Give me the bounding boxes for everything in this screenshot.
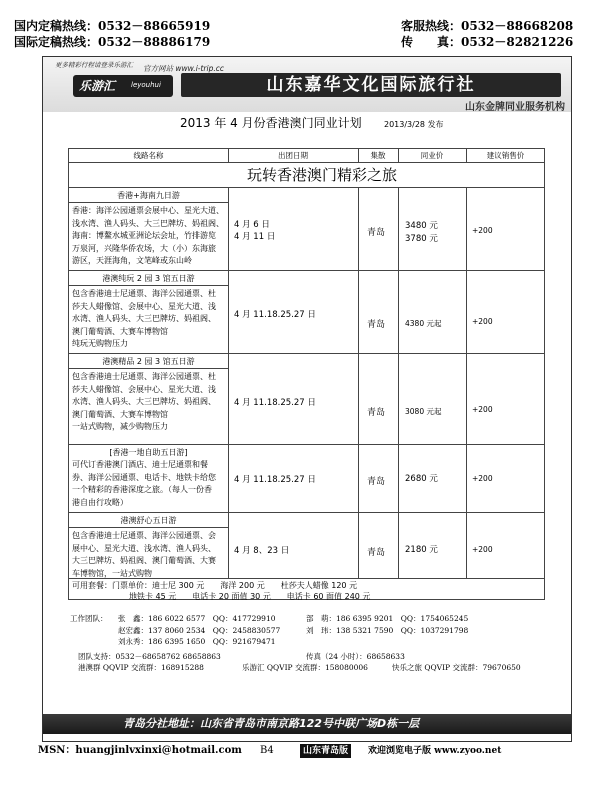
route-desc-line: 纯玩无购物压力 [72, 339, 128, 348]
qq-group: 快乐之旅 QQVIP 交流群：79670650 [392, 663, 521, 672]
divider [69, 444, 544, 445]
route-desc-line: 包含香港迪士尼通票、海洋公园通票、杜 [72, 372, 216, 381]
divider [69, 578, 544, 579]
banner-site[interactable]: 官方网站 www.i-trip.cc [143, 64, 224, 73]
route-desc-line: 一站式购物，减少购物压力 [72, 422, 168, 431]
departure-date: 4 月 11.18.25.27 日 [234, 310, 316, 320]
city: 青岛 [367, 320, 386, 330]
optional-packages: 可用套餐：门票单价：迪士尼 300 元 海洋 200 元 杜莎夫人蜡像 120 元 [72, 581, 358, 590]
route-desc-line: 可代订香港澳门酒店、迪士尼通票和餐 [72, 460, 208, 469]
advice-price: +200 [472, 317, 493, 326]
header-date: 出团日期 [278, 151, 308, 160]
international-hotline: 国际定稿热线：0532－88886179 [14, 35, 211, 49]
itinerary-table [68, 148, 545, 600]
departure-date: 4 月 11.18.25.27 日 [234, 475, 316, 485]
departure-date: 4 月 6 日 [234, 220, 270, 230]
route-desc-line: 海南：博鳌水城亚洲论坛会址，竹排游览 [72, 231, 216, 240]
price: 3480 元 [405, 221, 438, 231]
plan-title: 2013 年 4 月份香港澳门同业计划 [180, 116, 362, 130]
departure-date: 4 月 11 日 [234, 232, 276, 242]
msn-contact: MSN：huangjinlvxinxi@hotmail.com [38, 745, 242, 756]
route-desc-line: 一个精彩的香港深度之旅。（每人一份香 [72, 485, 212, 494]
divider [69, 353, 544, 354]
price: 3780 元 [405, 234, 438, 244]
price: 4380 元起 [405, 319, 442, 328]
contacts [70, 613, 540, 674]
route-desc-line: 香港：海洋公园通票会展中心、星光大道、 [72, 206, 224, 215]
edition-badge: 山东青岛版 [300, 744, 351, 758]
contact-person: 张 鑫：186 6022 6577 QQ：417729910 [118, 614, 276, 623]
route-desc-line: 大三巴牌坊、妈祖阁、澳门葡萄酒、大赛 [72, 556, 216, 565]
route-name: [香港一地自助五日游] [109, 448, 188, 457]
divider [69, 187, 544, 188]
route-desc-line: 澳门葡萄酒、大赛车博物馆 [72, 326, 168, 336]
route-desc-line: 澳门葡萄酒、大赛车博物馆 [72, 409, 168, 419]
route-desc-line: 车博物馆，一站式购物 [72, 568, 152, 578]
optional-packages-2: 地铁卡 45 元 电话卡 20 面值 30 元 电话卡 60 面值 240 元 [129, 592, 371, 601]
page-number: B4 [260, 745, 274, 756]
team-support: 团队支持：0532－68658762 68658863 [78, 651, 221, 661]
fax-number: 传 真：0532－82821226 [401, 35, 574, 49]
domestic-hotline: 国内定稿热线：0532－88665919 [14, 19, 211, 33]
hotlines [14, 18, 581, 50]
divider [228, 187, 229, 578]
route-name: 港澳舒心五日游 [120, 516, 177, 525]
divider [466, 149, 467, 162]
advice-price: +200 [472, 545, 493, 554]
plan-date: 2013/3/28 发布 [384, 120, 444, 129]
route-desc-line: 浅水湾、渔人码头、大三巴牌坊、妈祖阁、 [72, 218, 224, 228]
advice-price: +200 [472, 226, 493, 235]
route-desc-line: 游区，天涯海角，文笔峰或东山岭 [72, 256, 192, 265]
divider [69, 285, 228, 286]
header-price: 同业价 [420, 151, 444, 160]
city: 青岛 [367, 408, 386, 418]
route-name: 香港+海南九日游 [117, 191, 180, 200]
route-desc-line: 莎夫人蜡像馆、会展中心、星光大道、浅 [72, 384, 216, 394]
company-name: 山东嘉华文化国际旅行社 [181, 73, 561, 97]
contact-person: 刘永秀：186 6395 1650 QQ：921679471 [118, 637, 276, 646]
divider [69, 512, 544, 513]
branch-address: 青岛分社地址：山东省青岛市南京路122号中联广场D栋一层 [43, 714, 571, 734]
qq-group: 港澳群 QQVIP 交流群：168915288 [78, 663, 204, 672]
route-desc-line: 包含香港迪士尼通票、海洋公园通票、杜 [72, 289, 216, 298]
advice-price: +200 [472, 474, 493, 483]
logo-cn-text: 乐游汇 [79, 79, 116, 93]
leyouhui-logo [73, 75, 173, 97]
route-desc-line: 展中心、星光大道、浅水湾、渔人码头、 [72, 543, 216, 553]
divider [69, 270, 544, 271]
route-desc-line: 包含香港迪士尼通票、海洋公园通票、会 [72, 531, 216, 540]
service-hotline: 客服热线：0532－88668208 [401, 19, 574, 33]
route-desc-line: 水湾、渔人码头、大三巴牌坊、妈祖阁、 [72, 397, 216, 406]
contact-person: 部 萌：186 6395 9201 QQ：1754065245 [306, 614, 469, 623]
route-name: 港澳精品 2 园 3 馆五日游 [102, 357, 195, 366]
price: 2180 元 [405, 545, 438, 555]
divider [69, 368, 228, 369]
divider [69, 202, 228, 203]
company-slogan: 山东金牌同业服务机构 [465, 102, 565, 112]
header-advice: 建议销售价 [486, 151, 525, 160]
contact-person: 刘 玮：138 5321 7590 QQ：1037291798 [306, 625, 469, 635]
header-route: 线路名称 [133, 151, 164, 160]
team-label: 工作团队： [70, 614, 108, 623]
logo-en-text: leyouhui [131, 81, 161, 89]
banner-tagline: 更多精彩行程请登录乐游汇 [55, 61, 133, 69]
city: 青岛 [367, 228, 386, 238]
route-desc-line: 港自由行攻略） [72, 497, 128, 507]
contact-person: 赵宏鑫：137 8060 2534 QQ：2458830577 [118, 625, 281, 635]
departure-date: 4 月 8、23 日 [234, 546, 290, 556]
divider [228, 149, 229, 162]
header-city: 集散 [370, 151, 386, 160]
table-subtitle: 玩转香港澳门精彩之旅 [247, 166, 398, 184]
qq-group: 乐游汇 QQVIP 交流群：158080006 [242, 663, 368, 672]
city: 青岛 [367, 548, 386, 558]
route-desc-line: 水湾、渔人码头、大三巴牌坊、妈祖阁、 [72, 314, 216, 323]
divider [398, 149, 399, 162]
route-desc-line: 莎夫人蜡像馆、会展中心、星光大道、浅 [72, 301, 216, 311]
divider [358, 187, 359, 578]
route-desc-line: 万泉河，兴隆华侨农场，大（小）东海旅 [72, 243, 216, 253]
divider [69, 162, 544, 163]
route-desc-line: 券、海洋公园通票、电话卡、地铁卡给您 [72, 472, 216, 482]
divider [466, 187, 467, 578]
divider [69, 527, 228, 528]
route-name: 港澳纯玩 2 园 3 馆五日游 [102, 274, 195, 283]
advice-price: +200 [472, 405, 493, 414]
price: 3080 元起 [405, 407, 442, 416]
price: 2680 元 [405, 474, 438, 484]
header-banner [43, 57, 571, 112]
divider [398, 187, 399, 578]
departure-date: 4 月 11.18.25.27 日 [234, 398, 316, 408]
welcome-text: 欢迎浏览电子版 www.zyoo.net [368, 746, 502, 756]
divider [358, 149, 359, 162]
fax-24h: 传真（24 小时）：68658633 [306, 651, 405, 661]
city: 青岛 [367, 477, 386, 487]
